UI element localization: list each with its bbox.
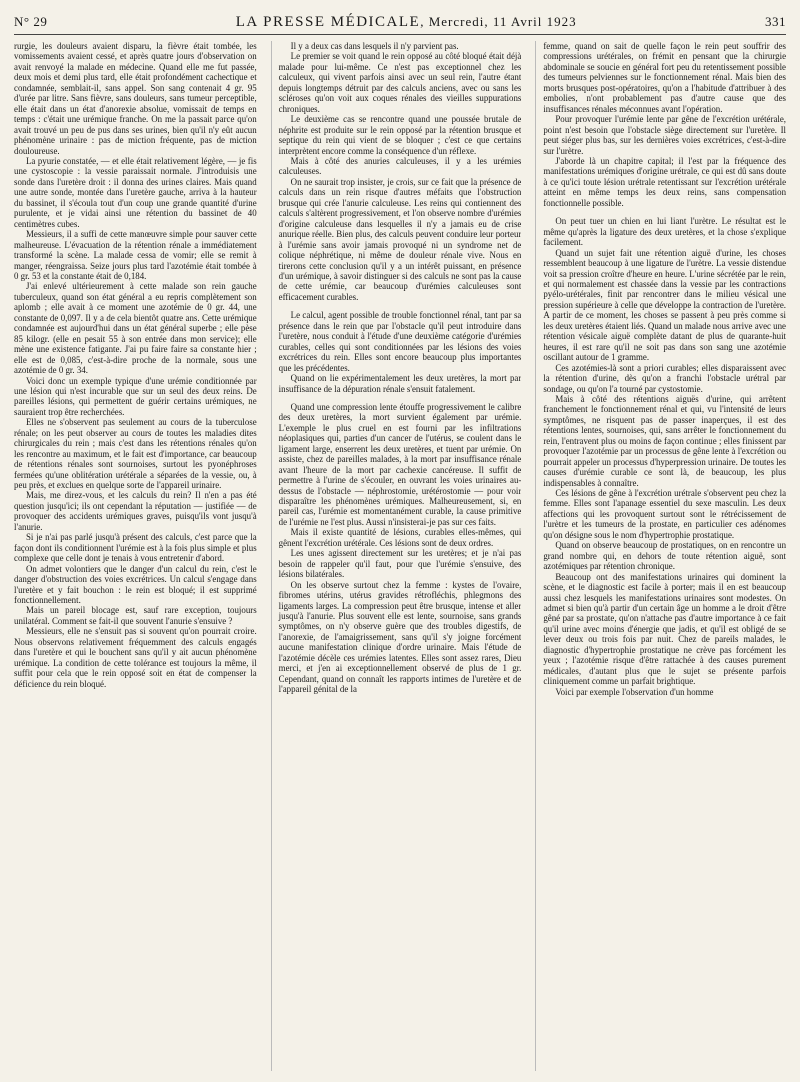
paragraph: Quand on lie expérimentalement les deux uretères, la mort par insuffisance de la dépuration rénale s'ensuit fatalement. xyxy=(278,373,522,394)
paragraph: Les unes agissent directement sur les uretères; et je n'ai pas besoin de rappeler qu'il faut, pour que l'urémie s'ensuive, des lésions bilatérales. xyxy=(278,548,522,580)
paragraph: Ces azotémies-là sont a priori curables; elles disparaissent avec la rétention d'urine, dès qu'on a franchi l'obstacle urétral par sondage, ou qu'on l'a tourné par cystostomie. xyxy=(543,362,786,394)
column-left xyxy=(14,41,257,1071)
paragraph: Mais, me direz-vous, et les calculs du rein? Il n'en a pas été question jusqu'ici; ils ont cependant la réputation — justifiée — de provoquer des accidents urémiques graves, puisqu'ils vont jusqu'à l'anurie. xyxy=(14,490,257,532)
paragraph: Voici donc un exemple typique d'une urémie conditionnée par une lésion qui n'est incurable que sur un seul des deux reins. De pareilles lésions, qui permettent de guérir certains urémiques, ne sauraient trop être recherchées. xyxy=(14,375,257,417)
paragraph: Quand on observe beaucoup de prostatiques, on en rencontre un grand nombre qui, en dehors de toute rétention aiguë, sont azotémiques par rétention chronique. xyxy=(543,540,786,572)
paragraph: Pour provoquer l'urémie lente par gêne de l'excrétion urétérale, point n'est besoin que l'obstacle siège directement sur l'uretère. Il peut siéger plus bas, sur les dernières voies excrétrices, c'est-à-dire sur l'urètre. xyxy=(543,114,786,156)
paragraph: Mais il existe quantité de lésions, curables elles-mêmes, qui gênent l'excrétion urétérale. Ces lésions sont de deux ordres. xyxy=(278,527,522,548)
paragraph: Si je n'ai pas parlé jusqu'à présent des calculs, c'est parce que la façon dont ils conditionnent l'urémie est à la fois plus simple et plus complexe que celle dont je tenais à vous entretenir d'abord. xyxy=(14,532,257,564)
paragraph: Le calcul, agent possible de trouble fonctionnel rénal, tant par sa présence dans le rein que par l'obstacle qu'il peut introduire dans l'uretère, nous conduit à l'étude d'une deuxième catégorie d'urémies curables, celles qui sont conditionnées par les lésions des voies excrétrices du rein. Elles sont encore beaucoup plus importantes que les précédentes. xyxy=(278,310,522,373)
paragraph: Quand un sujet fait une rétention aiguë d'urine, les choses ressemblent beaucoup à une ligature de l'urètre. La vessie distendue voit sa pression croître d'heure en heure. L'urine sécrétée par le rein, et qui normalement est chassée dans la vessie par les contractions pyélo-urétérales, finit par rencontrer dans le milieu vésical une pression supérieure à celle que développe la contraction de l'uretère. A partir de ce moment, les choses se passent à peu près comme si les deux uretères étaient liés. Quand un malade nous arrive avec une rétention vésicale aiguë complète datant de plus de quarante-huit heures, il est rare qu'il ne soit pas dans son sang une azotémie oscillant autour de 1 gramme. xyxy=(543,247,786,363)
issue-date: , Mercredi, 11 Avril 1923 xyxy=(420,14,577,29)
paragraph: Elles ne s'observent pas seulement au cours de la tuberculose rénale; on les peut observer au cours de toutes les maladies dites chirurgicales du rein ; mais c'est dans les rétentions rénales qu'on les rencontre au maximum, et le fait est d'importance, car beaucoup de rétentions rénales sont sournoises, surtout les pyonéphroses fermées qu'une oblitération urétérale a séparées de la vessie, ou, à peu près, et exclues en quelque sorte de l'appareil urinaire. xyxy=(14,417,257,491)
paragraph: On ne saurait trop insister, je crois, sur ce fait que la présence de calculs dans un rein risque d'autres méfaits que l'obstruction brusque qui crée l'anurie calculeuse. Les reins qui contiennent des calculs s'altèrent progressivement, et l'on observe nombre d'urémies d'origine calculeuse dans lesquelles il n'y a jamais eu de crise anurique réelle. Bien plus, des calculs peuvent conduire leur porteur à l'urémie sans avoir jamais provoqué ni un syndrome net de colique néphrétique, ni même de douleur rénale vive. Nous en tirerons cette conclusion qu'il y a un intérêt puissant, en présence d'un urémique, à savoir distinguer si des calculs ne sont pas la cause de cette urémie, car beaucoup d'urémies calculeuses sont efficacement curables. xyxy=(278,176,522,302)
paragraph: Voici par exemple l'observation d'un homme xyxy=(555,686,714,697)
paragraph: Beaucoup ont des manifestations urinaires qui dominent la scène, et le diagnostic est facile à porter; mais il en est beaucoup aussi chez lesquels les manifestations urinaires sont modestes. On admet si bien qu'à partir d'un certain âge un homme a le droit d'être gêné par sa prostate, qu'on n'attache pas d'autre importance à ce fait qu'il urine avec moins d'énergie que jadis, et qu'il est obligé de se lever deux ou trois fois par nuit. Chez de pareils malades, le diagnostic d'hypertrophie prostatique ne crève pas forcément les yeux ; l'azotémie risque d'être rattachée à des causes purement médicales, d'autant plus que le sujet se présente parfois cliniquement comme un parfait brightique. xyxy=(543,571,786,687)
paragraph: Le premier se voit quand le rein opposé au côté bloqué était déjà malade pour lui-même. Ce n'est pas exceptionnel chez les calculeux, qui vivent parfois ainsi avec un seul rein, l'autre étant depuis longtemps détruit par des calculs anciens, avec ou sans les scléroses qu'on voit aux coques rénales des vieilles suppurations chroniques. xyxy=(278,51,522,114)
paragraph: J'aborde là un chapitre capital; il l'est par la fréquence des manifestations urémiques d'origine urétrale, ce qui est dû sans doute à ce qu'ici toute lésion urétrale retentissant sur l'excrétion urétérale atteint en même temps les deux reins, sans compensation fonctionnelle possible. xyxy=(543,155,786,208)
column-right xyxy=(535,41,786,1071)
paragraph: La pyurie constatée, — et elle était relativement légère, — je fis une cystoscopie : la vessie paraissait normale. J'introduisis une sonde dans l'uretère droit : il donna des urines claires. Mais quand une autre sonde, montée dans l'uretère gauche, arriva à la hauteur du bassinet, il s'écoula tout d'un coup une grande quantité d'urine purulente, et je vidai ainsi une rétention du bassinet de 40 centimètres cubes. xyxy=(14,155,257,229)
column-middle xyxy=(271,41,522,1071)
running-head xyxy=(14,14,786,35)
paragraph: Quand une compression lente étouffe progressivement le calibre des deux uretères, la mort survient également par urémie. L'exemple le plus cruel en est fourni par les infiltrations néoplasiques qui, parties d'un cancer de l'utérus, se coulent dans le ligament large, enserrent les deux uretères, et tuent par urémie. On assiste, chez de pareilles malades, à la mort par insuffisance rénale avant l'heure de la mort par cachexie cancéreuse. Il suffit de permettre à l'urine de s'écouler, en ouvrant les voies urinaires au-dessus de l'obstacle — néphrostomie, urétérostomie — pour voir disparaître les phénomènes urémiques. Malheureusement, si, en pareil cas, l'urémie est momentanément curable, la cause primitive de l'urémie ne l'est plus. Aussi n'insisterai-je pas sur ces faits. xyxy=(278,401,522,527)
paragraph: Messieurs, il a suffi de cette manœuvre simple pour sauver cette malheureuse. L'évacuation de la rétention rénale a immédiatement transformé la scène. La malade cessa de vomir; elle se remit à manger, réengraissa. Seize jours plus tard l'azotémie était tombée à 0 gr. 53 et la constante était de 0,184. xyxy=(14,229,257,281)
journal-title: LA PRESSE MÉDICALE xyxy=(235,14,421,30)
paragraph: On les observe surtout chez la femme : kystes de l'ovaire, fibromes utérins, utérus gravides rétrofléchis, phlegmons des ligaments larges. La compression peut être brusque, intense et aller jusqu'à l'anurie. Plus souvent elle est lente, sournoise, sans grands symptômes, on n'y observe guère que des troubles digestifs, de l'anorexie, de l'amaigrissement, sans qu'il s'y joigne forcément aucune manifestation clinique d'ordre urinaire. Mais l'étude de l'azotémie décèle ces urémies latentes. Elles sont assez rares, Dieu merci, et j'en ai exceptionnellement observé de plus de 1 gr. Cependant, quand on connaît les rapports intimes de l'uretère et de l'appareil génital de la xyxy=(278,579,522,695)
paragraph: Mais un pareil blocage est, sauf rare exception, toujours unilatéral. Comment se fait-il que souvent l'anurie s'ensuive ? xyxy=(14,605,257,626)
page-number: 331 xyxy=(765,14,786,29)
paragraph: Mais à côté des rétentions aiguës d'urine, qui arrêtent franchement le fonctionnement rénal et qui, vu l'intensité de leurs symptômes, ne risquent pas de passer inaperçues, il est des rétentions lentes, sournoises, qui, sans arrêter le fonctionnement du rein, l'entravent plus ou moins de façon continue ; elles finissent par provoquer l'azotémie par un processus de gêne lente à l'excrétion ou pourrait appeler un processus d'hyperpression urinaire. De toutes les causes d'urémie curable ce sont là, de beaucoup, les plus indispensables à connaître. xyxy=(543,393,786,488)
paragraph: Messieurs, elle ne s'ensuit pas si souvent qu'on pourrait croire. Nous observons relativement fréquemment des calculs engagés dans l'uretère et qui le bouchent sans qu'il y ait aucun phénomène urémique. La condition de cette tolérance est toujours la même, il suffit pour cela que le rein opposé soit en état de compenser la déficience du rein bloqué. xyxy=(14,626,257,689)
issue-number: N° 29 xyxy=(14,14,48,29)
journal-masthead xyxy=(236,14,577,31)
paragraph: On peut tuer un chien en lui liant l'urètre. Le résultat est le même qu'après la ligature des deux uretères, et la chose s'explique facilement. xyxy=(543,216,786,248)
paragraph: On admet volontiers que le danger d'un calcul du rein, c'est le danger d'obstruction des voies excrétrices. Un calcul s'engage dans l'uretère et y fait bouchon : le rein est bloqué; il est supprimé fonctionnellement. xyxy=(14,563,257,606)
paragraph: J'ai enlevé ultérieurement à cette malade son rein gauche tuberculeux, quand son état général a eu repris complètement son aplomb ; elle avait à ce moment une azotémie de 0 gr. 44, une constante de 0,097. Il y a de cela bientôt quatre ans. Cette urémique condamnée est aujourd'hui dans un état général superbe ; elle pèse 85 kilogr. (elle en pesait 55 à son entrée dans mon service); elle mène une existence fatigante. J'ai pu faire faire sa constante hier ; elle est de 0,085, c'est-à-dire proche de la normale, sous une azotémie de 0 gr. 34. xyxy=(14,281,257,376)
paragraph: rurgie, les douleurs avaient disparu, la fièvre était tombée, les vomissements avaient cessé, et après quatre jours d'observation on avait renvoyé la malade en médecine. Quand elle me fut passée, deux mois et demi plus tard, elle était profondément cachectique et condamnée, semblait-il, sans appel. Son sang contenait 4 gr. 95 d'urée par litre. Sans fièvre, sans douleurs, sans tumeur perceptible, elle était dans un état d'anorexie absolue, vomissait de temps en temps : c'était une urémique franche. On me la passait parce qu'on avait trouvé un peu de pus dans ses urines, bien qu'il n'y eût aucun phénomène urinaire : pas de miction fréquente, pas de miction douloureuse. xyxy=(14,41,257,156)
paragraph: Il y a deux cas dans lesquels il n'y parvient pas. xyxy=(290,41,459,51)
paragraph: femme, quand on sait de quelle façon le rein peut souffrir des compressions urétérales, on frémit en pensant que la chirurgie abdominale se soucie en général fort peu du retentissement possible des tumeurs pelviennes sur le fonctionnement rénal. Mais bien des morts brusques post-opératoires, qu'on a l'habitude d'attribuer à des embolies, n'ont probablement pas d'autre cause que des insuffisances rénales méconnues avant l'opération. xyxy=(543,41,786,114)
paragraph: Le deuxième cas se rencontre quand une poussée brutale de néphrite est produite sur le rein opposé par la rétention brusque et septique du rein qui vient de se bloquer ; c'est ce que certains interprètent encore comme la conséquence d'un réflexe. xyxy=(278,114,522,156)
text-columns xyxy=(14,41,786,1071)
paragraph: Ces lésions de gêne à l'excrétion urétrale s'observent peu chez la femme. Elles sont l'apanage essentiel du sexe masculin. Les deux affections qui les provoquent surtout sont le rétrécissement de l'urètre et les tumeurs de la prostate, en particulier ces adénomes qu'on désigne sous le nom d'hypertrophie prostatique. xyxy=(543,488,786,540)
paragraph: Mais à côté des anuries calculeuses, il y a les urémies calculeuses. xyxy=(278,155,522,177)
